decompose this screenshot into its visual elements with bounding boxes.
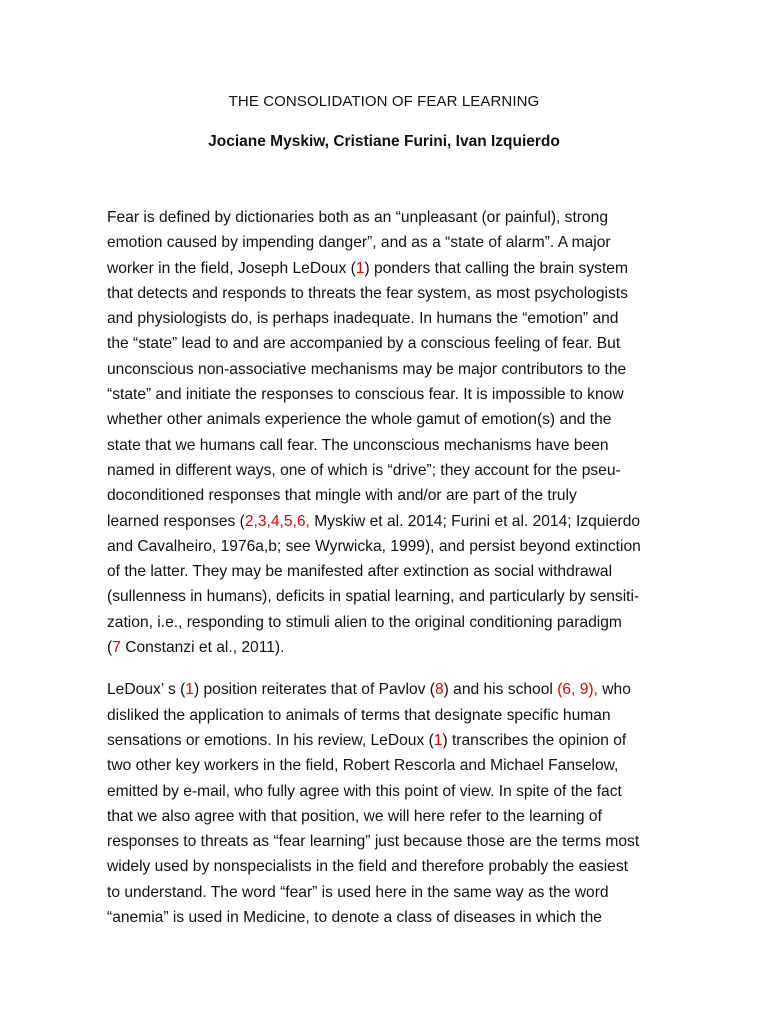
paragraph-line (107, 804, 663, 829)
paragraph-line (107, 905, 663, 930)
text-segment: the “state” lead to and are accompanied by a conscious feeling of fear. But (107, 335, 621, 353)
text-segment: named in different ways, one of which is “drive”; they account for the pseu- (107, 461, 621, 479)
citation-reference: 2,3,4,5,6, (244, 512, 310, 530)
text-segment: worker in the field, Joseph LeDoux ( (107, 259, 356, 277)
text-segment: LeDoux’ s ( (107, 681, 186, 699)
citation-reference: 1 (433, 731, 443, 749)
text-segment: “state” and initiate the responses to conscious fear. It is impossible to know (107, 386, 624, 404)
text-segment: ( (107, 639, 113, 657)
paragraph-line (107, 458, 663, 483)
body-paragraph (107, 205, 663, 660)
paragraph-line (107, 703, 663, 728)
paragraph-line (107, 584, 663, 609)
paragraph-line (107, 483, 663, 508)
paragraph-line (107, 382, 663, 407)
text-segment: and Cavalheiro, 1976a,b; see Wyrwicka, 1999), and persist beyond extinction (107, 537, 641, 555)
text-segment: (sullenness in humans), deficits in spatial learning, and particularly by sensiti- (107, 588, 640, 606)
citation-reference: 1 (185, 681, 194, 699)
text-segment: sensations or emotions. In his review, LeDoux ( (107, 731, 434, 749)
paragraph-line (107, 509, 663, 534)
text-segment: that we also agree with that position, we will here refer to the learning of (107, 807, 602, 825)
document-body (107, 205, 663, 947)
text-segment: of the latter. They may be manifested after extinction as social withdrawal (107, 563, 613, 581)
text-segment: zation, i.e., responding to stimuli alien to the original conditioning paradigm (107, 613, 622, 631)
paragraph-line (107, 306, 663, 331)
text-segment: who (597, 681, 631, 699)
citation-reference: 7 (112, 639, 121, 657)
text-segment: two other key workers in the field, Robert Rescorla and Michael Fanselow, (107, 757, 619, 775)
text-segment: emotion caused by impending danger”, and as a “state of alarm”. A major (107, 234, 611, 252)
citation-reference: 1 (355, 259, 365, 277)
text-segment: responses to threats as “fear learning” just because those are the terms most (107, 833, 640, 851)
paragraph-line (107, 635, 663, 660)
paragraph-line (107, 281, 663, 306)
citation-reference: (6, 9), (557, 681, 598, 699)
text-segment: learned responses ( (107, 512, 245, 530)
text-segment: doconditioned responses that mingle with and/or are part of the truly (107, 487, 577, 505)
paragraph-line (107, 357, 663, 382)
paragraph-line (107, 433, 663, 458)
paragraph-line (107, 205, 663, 230)
document-title: THE CONSOLIDATION OF FEAR LEARNING (228, 93, 540, 110)
paragraph-line (107, 331, 663, 356)
text-segment: ) position reiterates that of Pavlov ( (193, 681, 435, 699)
text-segment: emitted by e-mail, who fully agree with this point of view. In spite of the fact (107, 782, 622, 800)
author-list: Jociane Myskiw, Cristiane Furini, Ivan Izquierdo (208, 133, 560, 150)
text-segment: Constanzi et al., 2011). (120, 639, 285, 657)
text-segment: ) and his school (443, 681, 558, 699)
paragraph-line (107, 256, 663, 281)
body-paragraph (107, 677, 663, 930)
paragraph-line (107, 610, 663, 635)
paragraph-line (107, 779, 663, 804)
paragraph-line (107, 677, 663, 702)
text-segment: widely used by nonspecialists in the field and therefore probably the easiest (107, 858, 628, 876)
paragraph-line (107, 230, 663, 255)
paragraph-line (107, 728, 663, 753)
paragraph-line (107, 559, 663, 584)
text-segment: state that we humans call fear. The unconscious mechanisms have been (107, 436, 609, 454)
paragraph-line (107, 407, 663, 432)
paragraph-line (107, 829, 663, 854)
text-segment: whether other animals experience the whole gamut of emotion(s) and the (107, 411, 612, 429)
text-segment: Myskiw et al. 2014; Furini et al. 2014; Izquierdo (309, 512, 641, 530)
paragraph-line (107, 854, 663, 879)
citation-reference: 8 (434, 681, 444, 699)
text-segment: disliked the application to animals of terms that designate specific human (107, 706, 611, 724)
text-segment: unconscious non-associative mechanisms may be major contributors to the (107, 360, 627, 378)
text-segment: to understand. The word “fear” is used here in the same way as the word (107, 883, 609, 901)
paragraph-line (107, 880, 663, 905)
text-segment: Fear is defined by dictionaries both as an “unpleasant (or painful), strong (107, 209, 609, 226)
text-segment: ) transcribes the opinion of (442, 731, 627, 749)
text-segment: and physiologists do, is perhaps inadequate. In humans the “emotion” and (107, 310, 619, 328)
text-segment: that detects and responds to threats the fear system, as most psychologists (107, 284, 628, 302)
text-segment: “anemia” is used in Medicine, to denote a class of diseases in which the (107, 909, 602, 927)
paragraph-line (107, 534, 663, 559)
text-segment: ) ponders that calling the brain system (364, 259, 628, 277)
paragraph-line (107, 753, 663, 778)
